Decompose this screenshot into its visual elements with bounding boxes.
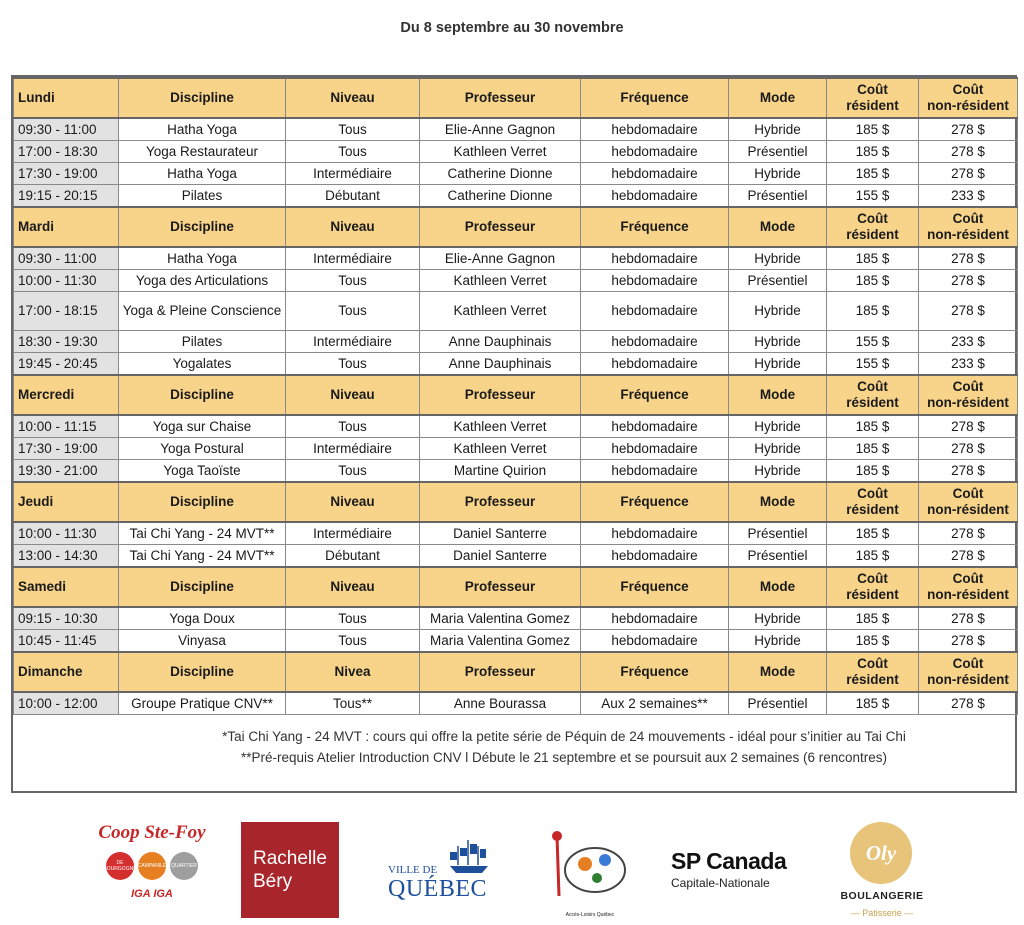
- class-row: [14, 331, 1018, 353]
- header-discipline: Discipline: [119, 375, 286, 415]
- class-professeur: Elie-Anne Gagnon: [420, 118, 581, 141]
- class-discipline: Yoga Restaurateur: [119, 141, 286, 163]
- header-cout-resident: [827, 207, 919, 247]
- class-nonres: 233 $: [919, 185, 1018, 208]
- class-niveau: Intermédiaire: [286, 163, 420, 185]
- class-discipline: Tai Chi Yang - 24 MVT**: [119, 522, 286, 545]
- class-row: [14, 292, 1018, 331]
- class-time: 13:00 - 14:30: [14, 545, 119, 568]
- header-mode: Mode: [729, 375, 827, 415]
- class-frequence: hebdomadaire: [581, 438, 729, 460]
- class-frequence: hebdomadaire: [581, 247, 729, 270]
- acces-loisirs-icon: [545, 826, 635, 906]
- class-nonres: 278 $: [919, 118, 1018, 141]
- class-discipline: Yoga & Pleine Conscience: [119, 292, 286, 331]
- header-frequence: Fréquence: [581, 482, 729, 522]
- class-niveau: Tous: [286, 292, 420, 331]
- day-header-row: [14, 207, 1018, 247]
- header-cout-non-resident-line: Coût: [952, 571, 984, 586]
- class-row: [14, 630, 1018, 653]
- header-mode: Mode: [729, 482, 827, 522]
- boulangerie-text: BOULANGERIE: [840, 890, 924, 902]
- oly-boulangerie-logo: [834, 822, 930, 922]
- header-professeur: Professeur: [420, 78, 581, 118]
- header-niveau: Nivea: [286, 652, 420, 692]
- class-res: 185 $: [827, 438, 919, 460]
- day-header-row: [14, 78, 1018, 118]
- header-cout-non-resident-line: non-résident: [927, 672, 1009, 687]
- class-niveau: Intermédiaire: [286, 522, 420, 545]
- coop-name: Coop Ste-Foy: [98, 822, 206, 843]
- class-professeur: Kathleen Verret: [420, 438, 581, 460]
- class-discipline: Yoga Taoïste: [119, 460, 286, 483]
- class-res: 185 $: [827, 270, 919, 292]
- class-niveau: Tous: [286, 415, 420, 438]
- class-time: 10:00 - 11:30: [14, 270, 119, 292]
- class-nonres: 278 $: [919, 522, 1018, 545]
- header-cout-non-resident: [919, 482, 1018, 522]
- class-mode: Hybride: [729, 630, 827, 653]
- class-time: 10:45 - 11:45: [14, 630, 119, 653]
- header-cout-non-resident-line: Coût: [952, 82, 984, 97]
- class-row: [14, 460, 1018, 483]
- class-res: 185 $: [827, 545, 919, 568]
- header-cout-non-resident: [919, 652, 1018, 692]
- class-discipline: Yoga Postural: [119, 438, 286, 460]
- header-niveau: Niveau: [286, 375, 420, 415]
- class-frequence: hebdomadaire: [581, 331, 729, 353]
- class-time: 09:15 - 10:30: [14, 607, 119, 630]
- class-res: 155 $: [827, 185, 919, 208]
- page-subtitle: Du 8 septembre au 30 novembre: [400, 20, 624, 36]
- class-niveau: Tous: [286, 141, 420, 163]
- class-frequence: hebdomadaire: [581, 353, 729, 376]
- class-mode: Hybride: [729, 292, 827, 331]
- class-mode: Présentiel: [729, 692, 827, 715]
- class-time: 17:30 - 19:00: [14, 163, 119, 185]
- header-mode: Mode: [729, 567, 827, 607]
- quebec-text: QUÉBEC: [388, 876, 487, 902]
- class-time: 09:30 - 11:00: [14, 118, 119, 141]
- class-time: 19:45 - 20:45: [14, 353, 119, 376]
- class-row: [14, 270, 1018, 292]
- header-professeur: Professeur: [420, 652, 581, 692]
- day-label: Lundi: [14, 78, 119, 118]
- class-professeur: Kathleen Verret: [420, 292, 581, 331]
- class-niveau: Intermédiaire: [286, 247, 420, 270]
- class-res: 185 $: [827, 415, 919, 438]
- class-discipline: Hatha Yoga: [119, 247, 286, 270]
- header-cout-non-resident-line: Coût: [952, 379, 984, 394]
- header-professeur: Professeur: [420, 375, 581, 415]
- class-time: 10:00 - 11:30: [14, 522, 119, 545]
- class-row: [14, 692, 1018, 715]
- header-cout-non-resident-line: non-résident: [927, 587, 1009, 602]
- class-frequence: hebdomadaire: [581, 460, 729, 483]
- header-cout-resident-line: Coût: [857, 82, 888, 97]
- class-mode: Hybride: [729, 415, 827, 438]
- header-cout-resident: [827, 652, 919, 692]
- header-frequence: Fréquence: [581, 567, 729, 607]
- header-cout-resident: [827, 375, 919, 415]
- sp-canada-text: SP Canada: [671, 848, 787, 874]
- class-res: 185 $: [827, 292, 919, 331]
- header-cout-resident-line: Coût: [857, 486, 888, 501]
- header-discipline: Discipline: [119, 567, 286, 607]
- class-niveau: Tous: [286, 460, 420, 483]
- rachelle-line: Rachelle: [253, 848, 327, 869]
- class-res: 185 $: [827, 247, 919, 270]
- class-res: 185 $: [827, 522, 919, 545]
- coop-stores: [88, 852, 216, 880]
- header-cout-non-resident-line: non-résident: [927, 98, 1009, 113]
- acces-loisirs-caption: Accès-Loisirs Québec: [565, 912, 615, 918]
- class-discipline: Yogalates: [119, 353, 286, 376]
- class-professeur: Martine Quirion: [420, 460, 581, 483]
- class-niveau: Intermédiaire: [286, 331, 420, 353]
- class-discipline: Groupe Pratique CNV**: [119, 692, 286, 715]
- iga-mark: IGA IGA: [131, 888, 173, 900]
- class-professeur: Kathleen Verret: [420, 270, 581, 292]
- class-frequence: hebdomadaire: [581, 415, 729, 438]
- class-res: 155 $: [827, 353, 919, 376]
- day-header-row: [14, 652, 1018, 692]
- day-header-row: [14, 482, 1018, 522]
- day-label: Dimanche: [14, 652, 119, 692]
- header-discipline: Discipline: [119, 652, 286, 692]
- class-niveau: Débutant: [286, 185, 420, 208]
- class-discipline: Pilates: [119, 185, 286, 208]
- class-time: 19:15 - 20:15: [14, 185, 119, 208]
- class-nonres: 278 $: [919, 270, 1018, 292]
- header-cout-resident: [827, 482, 919, 522]
- class-frequence: hebdomadaire: [581, 292, 729, 331]
- ship-icon: [446, 836, 492, 876]
- class-mode: Présentiel: [729, 522, 827, 545]
- class-mode: Hybride: [729, 438, 827, 460]
- header-frequence: Fréquence: [581, 207, 729, 247]
- class-nonres: 233 $: [919, 331, 1018, 353]
- class-mode: Hybride: [729, 607, 827, 630]
- class-time: 10:00 - 11:15: [14, 415, 119, 438]
- class-discipline: Hatha Yoga: [119, 118, 286, 141]
- acces-loisirs-logo: [545, 826, 635, 918]
- class-time: 18:30 - 19:30: [14, 331, 119, 353]
- class-discipline: Hatha Yoga: [119, 163, 286, 185]
- class-nonres: 278 $: [919, 163, 1018, 185]
- class-time: 10:00 - 12:00: [14, 692, 119, 715]
- class-frequence: hebdomadaire: [581, 141, 729, 163]
- patisserie-text: — Patisserie —: [850, 908, 914, 918]
- class-mode: Hybride: [729, 331, 827, 353]
- header-cout-non-resident-line: Coût: [952, 211, 984, 226]
- header-cout-resident-line: Coût: [857, 379, 888, 394]
- day-header-row: [14, 567, 1018, 607]
- class-discipline: Yoga des Articulations: [119, 270, 286, 292]
- day-label: Mardi: [14, 207, 119, 247]
- header-cout-resident-line: Coût: [857, 211, 888, 226]
- class-row: [14, 438, 1018, 460]
- class-res: 185 $: [827, 163, 919, 185]
- class-res: 185 $: [827, 630, 919, 653]
- header-professeur: Professeur: [420, 482, 581, 522]
- header-discipline: Discipline: [119, 482, 286, 522]
- class-frequence: hebdomadaire: [581, 630, 729, 653]
- header-frequence: Fréquence: [581, 652, 729, 692]
- schedule-frame: [11, 75, 1017, 793]
- class-frequence: hebdomadaire: [581, 270, 729, 292]
- footnotes: [13, 726, 1015, 768]
- class-row: [14, 118, 1018, 141]
- header-cout-resident-line: Coût: [857, 571, 888, 586]
- class-niveau: Tous: [286, 630, 420, 653]
- class-mode: Hybride: [729, 353, 827, 376]
- header-cout-non-resident-line: non-résident: [927, 502, 1009, 517]
- class-frequence: hebdomadaire: [581, 118, 729, 141]
- oly-mark: Oly: [850, 822, 912, 884]
- class-mode: Hybride: [729, 247, 827, 270]
- class-row: [14, 415, 1018, 438]
- header-cout-non-resident: [919, 567, 1018, 607]
- class-professeur: Catherine Dionne: [420, 185, 581, 208]
- class-res: 185 $: [827, 692, 919, 715]
- class-mode: Présentiel: [729, 141, 827, 163]
- class-professeur: Daniel Santerre: [420, 545, 581, 568]
- header-cout-resident-line: résident: [846, 395, 899, 410]
- header-cout-resident-line: résident: [846, 227, 899, 242]
- class-time: 17:30 - 19:00: [14, 438, 119, 460]
- class-time: 17:00 - 18:15: [14, 292, 119, 331]
- class-professeur: Anne Dauphinais: [420, 353, 581, 376]
- class-res: 155 $: [827, 331, 919, 353]
- class-professeur: Anne Dauphinais: [420, 331, 581, 353]
- bery-line: Béry: [253, 871, 293, 892]
- day-header-row: [14, 375, 1018, 415]
- class-time: 19:30 - 21:00: [14, 460, 119, 483]
- schedule-table: [13, 77, 1018, 715]
- class-nonres: 278 $: [919, 630, 1018, 653]
- header-mode: Mode: [729, 207, 827, 247]
- class-nonres: 278 $: [919, 460, 1018, 483]
- class-professeur: Maria Valentina Gomez: [420, 630, 581, 653]
- class-frequence: hebdomadaire: [581, 545, 729, 568]
- capitale-nationale-text: Capitale-Nationale: [671, 876, 770, 890]
- class-niveau: Tous**: [286, 692, 420, 715]
- class-niveau: Débutant: [286, 545, 420, 568]
- header-cout-non-resident-line: Coût: [952, 656, 984, 671]
- coop-store-badge: QUARTIER: [170, 852, 198, 880]
- class-discipline: Tai Chi Yang - 24 MVT**: [119, 545, 286, 568]
- class-mode: Hybride: [729, 118, 827, 141]
- header-cout-non-resident-line: non-résident: [927, 227, 1009, 242]
- ville-de-text: VILLE DE: [388, 864, 438, 876]
- class-row: [14, 247, 1018, 270]
- header-cout-resident-line: Coût: [857, 656, 888, 671]
- class-time: 09:30 - 11:00: [14, 247, 119, 270]
- header-mode: Mode: [729, 78, 827, 118]
- class-discipline: Yoga Doux: [119, 607, 286, 630]
- class-nonres: 278 $: [919, 292, 1018, 331]
- class-mode: Présentiel: [729, 545, 827, 568]
- class-mode: Présentiel: [729, 270, 827, 292]
- class-professeur: Maria Valentina Gomez: [420, 607, 581, 630]
- class-nonres: 278 $: [919, 545, 1018, 568]
- header-cout-non-resident-line: Coût: [952, 486, 984, 501]
- header-frequence: Fréquence: [581, 375, 729, 415]
- header-discipline: Discipline: [119, 78, 286, 118]
- class-row: [14, 185, 1018, 208]
- header-cout-non-resident: [919, 375, 1018, 415]
- class-nonres: 278 $: [919, 247, 1018, 270]
- class-nonres: 278 $: [919, 692, 1018, 715]
- class-row: [14, 163, 1018, 185]
- header-cout-resident: [827, 567, 919, 607]
- class-res: 185 $: [827, 460, 919, 483]
- header-niveau: Niveau: [286, 207, 420, 247]
- header-frequence: Fréquence: [581, 78, 729, 118]
- class-mode: Hybride: [729, 163, 827, 185]
- coop-store-badge: DE BOURGOGNE: [106, 852, 134, 880]
- sponsor-logos: [0, 818, 1024, 923]
- class-row: [14, 545, 1018, 568]
- header-cout-resident-line: résident: [846, 587, 899, 602]
- class-professeur: Kathleen Verret: [420, 141, 581, 163]
- day-label: Samedi: [14, 567, 119, 607]
- class-niveau: Tous: [286, 607, 420, 630]
- coop-ste-foy-logo: [88, 822, 216, 918]
- class-frequence: Aux 2 semaines**: [581, 692, 729, 715]
- class-nonres: 278 $: [919, 141, 1018, 163]
- class-res: 185 $: [827, 118, 919, 141]
- header-mode: Mode: [729, 652, 827, 692]
- class-row: [14, 607, 1018, 630]
- class-nonres: 278 $: [919, 415, 1018, 438]
- class-nonres: 278 $: [919, 607, 1018, 630]
- class-niveau: Tous: [286, 118, 420, 141]
- footnote-taichi: *Tai Chi Yang - 24 MVT : cours qui offre la petite série de Péquin de 24 mouvements - idéal pour s’initier au Tai Chi: [222, 729, 906, 744]
- class-res: 185 $: [827, 607, 919, 630]
- class-frequence: hebdomadaire: [581, 607, 729, 630]
- class-time: 17:00 - 18:30: [14, 141, 119, 163]
- class-discipline: Pilates: [119, 331, 286, 353]
- class-professeur: Anne Bourassa: [420, 692, 581, 715]
- class-mode: Hybride: [729, 460, 827, 483]
- class-nonres: 233 $: [919, 353, 1018, 376]
- header-professeur: Professeur: [420, 567, 581, 607]
- class-row: [14, 522, 1018, 545]
- class-row: [14, 353, 1018, 376]
- header-cout-non-resident: [919, 207, 1018, 247]
- class-frequence: hebdomadaire: [581, 522, 729, 545]
- day-label: Mercredi: [14, 375, 119, 415]
- class-professeur: Elie-Anne Gagnon: [420, 247, 581, 270]
- sp-canada-logo: [671, 848, 811, 898]
- ville-de-quebec-logo: [386, 836, 494, 906]
- class-discipline: Yoga sur Chaise: [119, 415, 286, 438]
- class-professeur: Catherine Dionne: [420, 163, 581, 185]
- class-discipline: Vinyasa: [119, 630, 286, 653]
- class-row: [14, 141, 1018, 163]
- class-mode: Présentiel: [729, 185, 827, 208]
- class-frequence: hebdomadaire: [581, 163, 729, 185]
- header-niveau: Niveau: [286, 567, 420, 607]
- class-niveau: Tous: [286, 353, 420, 376]
- header-professeur: Professeur: [420, 207, 581, 247]
- class-professeur: Kathleen Verret: [420, 415, 581, 438]
- header-niveau: Niveau: [286, 78, 420, 118]
- header-cout-non-resident-line: non-résident: [927, 395, 1009, 410]
- day-label: Jeudi: [14, 482, 119, 522]
- class-professeur: Daniel Santerre: [420, 522, 581, 545]
- class-frequence: hebdomadaire: [581, 185, 729, 208]
- header-cout-resident-line: résident: [846, 672, 899, 687]
- header-discipline: Discipline: [119, 207, 286, 247]
- rachelle-bery-logo: [241, 822, 339, 918]
- header-cout-resident-line: résident: [846, 98, 899, 113]
- class-niveau: Tous: [286, 270, 420, 292]
- coop-store-badge: CAMPANILE: [138, 852, 166, 880]
- header-cout-non-resident: [919, 78, 1018, 118]
- class-res: 185 $: [827, 141, 919, 163]
- header-niveau: Niveau: [286, 482, 420, 522]
- header-cout-resident: [827, 78, 919, 118]
- class-niveau: Intermédiaire: [286, 438, 420, 460]
- class-nonres: 278 $: [919, 438, 1018, 460]
- footnote-cnv: **Pré-requis Atelier Introduction CNV l Débute le 21 septembre et se poursuit aux 2 semaines (6 rencontres): [240, 750, 888, 765]
- header-cout-resident-line: résident: [846, 502, 899, 517]
